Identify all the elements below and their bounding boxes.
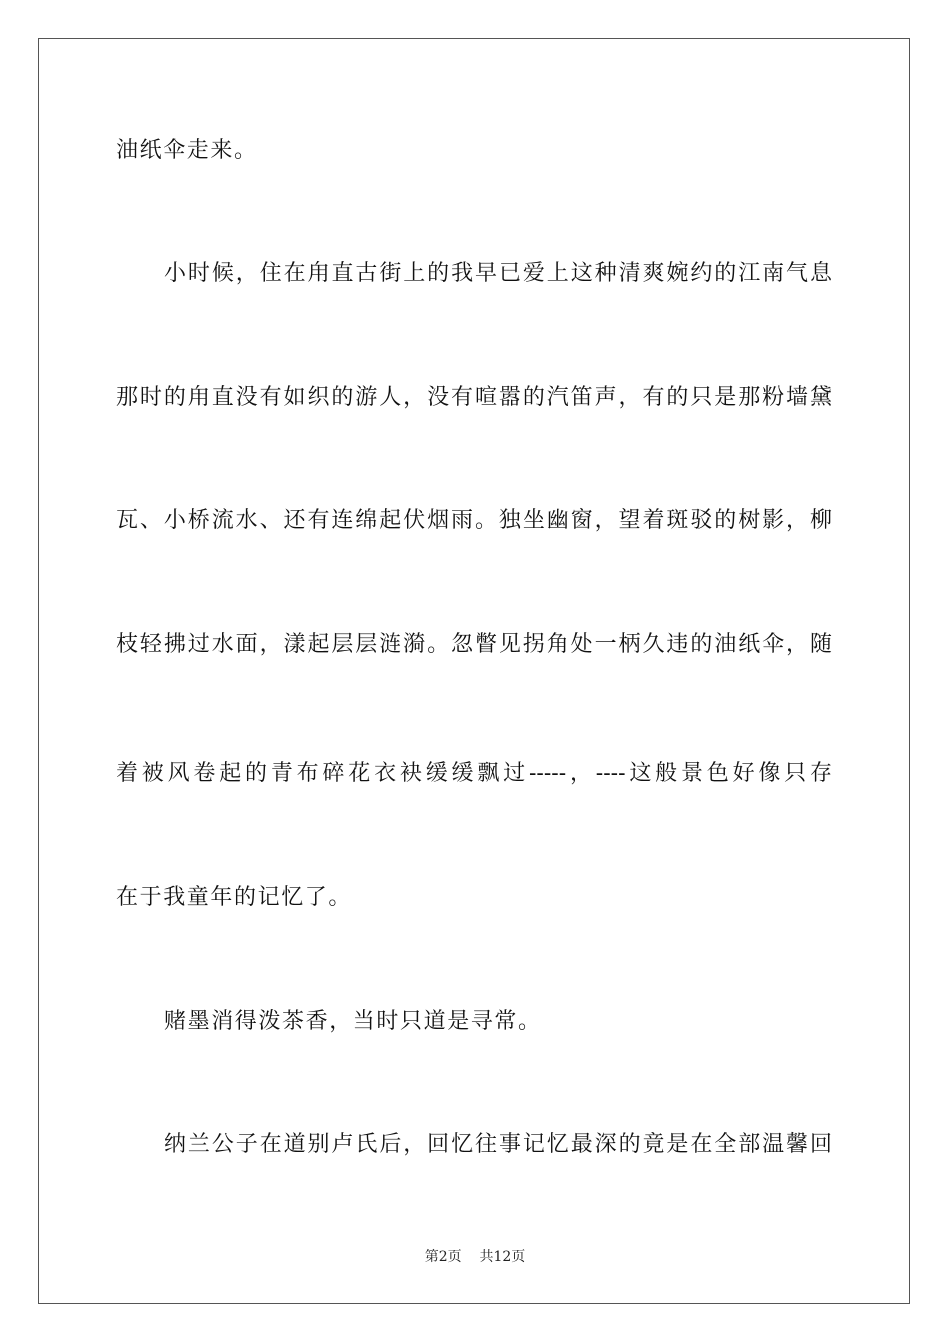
page-border	[38, 38, 910, 1304]
paragraph-line: 赌墨消得泼茶香，当时只道是寻常。	[164, 1009, 542, 1034]
paragraph-line: 纳兰公子在道别卢氏后，回忆往事记忆最深的竟是在全部温馨回	[164, 1132, 832, 1157]
page-number: 第2页	[424, 1249, 462, 1265]
paragraph-line: 着被风卷起的青布碎花衣袂缓缓飘过-----，----这般景色好像只存	[116, 761, 832, 786]
paragraph-line: 瓦、小桥流水、还有连绵起伏烟雨。独坐幽窗，望着斑驳的树影，柳	[116, 508, 832, 533]
paragraph-line: 油纸伞走来。	[116, 138, 258, 163]
paragraph-line: 在于我童年的记忆了。	[116, 885, 353, 910]
paragraph-line: 那时的甪直没有如织的游人，没有喧嚣的汽笛声，有的只是那粉墙黛	[116, 385, 832, 410]
page-total: 共12页	[479, 1249, 526, 1265]
paragraph-line: 枝轻拂过水面，漾起层层涟漪。忽瞥见拐角处一柄久违的油纸伞，随	[116, 632, 832, 657]
paragraph-line: 小时候，住在甪直古街上的我早已爱上这种清爽婉约的江南气息	[164, 261, 832, 286]
page-footer	[0, 1248, 950, 1266]
